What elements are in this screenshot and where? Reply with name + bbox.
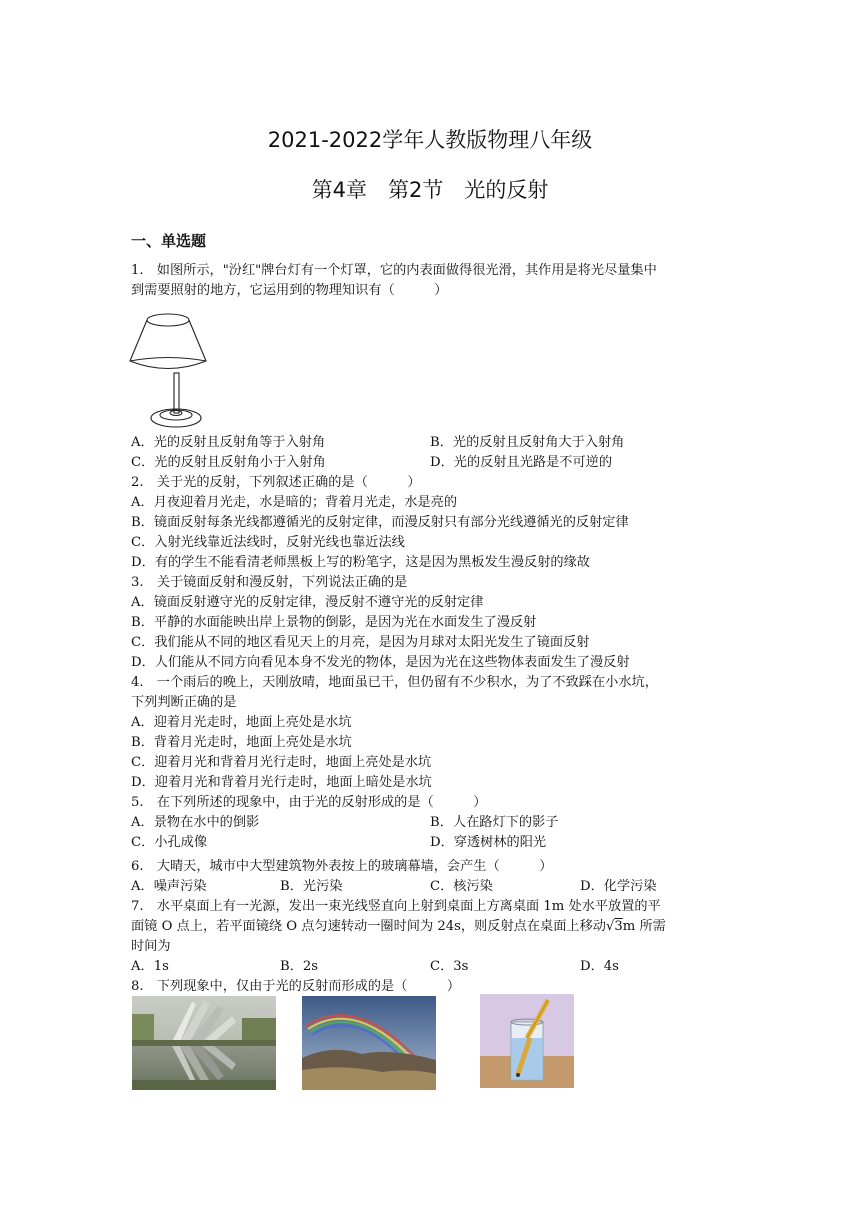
q3-option-d: D．人们能从不同方向看见本身不发光的物体，是因为光在这些物体表面发生了漫反射 bbox=[131, 655, 630, 670]
q2-stem: 2. 关于光的反射，下列叙述正确的是（ ） bbox=[131, 475, 421, 490]
q7-stem-line2-text: 面镜 O 点上，若平面镜绕 O 点匀速转动一圈时间为 24s，则反射点在桌面上移动 bbox=[131, 919, 606, 934]
section-heading: 一、单选题 bbox=[131, 232, 207, 250]
q7-stem-line2 bbox=[131, 918, 666, 936]
q1-option-a: A．光的反射且反射角等于入射角 bbox=[131, 435, 326, 450]
q4-option-a: A．迎着月光走时，地面上亮处是水坑 bbox=[131, 715, 352, 730]
q4-option-d: D．迎着月光和背着月光行走时，地面上暗处是水坑 bbox=[131, 775, 432, 790]
q2-option-b: B．镜面反射每条光线都遵循光的反射定律，而漫反射只有部分光线遵循光的反射定律 bbox=[131, 515, 629, 530]
document-title: 2021-2022学年人教版物理八年级 bbox=[267, 128, 593, 152]
q2-option-a: A．月夜迎着月光走，水是暗的；背着月光走，水是亮的 bbox=[131, 495, 458, 510]
q7-option-d: D．4s bbox=[580, 959, 619, 974]
water-reflection-photo bbox=[132, 996, 276, 1090]
q1-option-d: D．光的反射且光路是不可逆的 bbox=[430, 455, 613, 470]
pencil-in-glass-photo bbox=[480, 994, 574, 1088]
q2-option-d: D．有的学生不能看清老师黑板上写的粉笔字，这是因为黑板发生漫反射的缘故 bbox=[131, 555, 590, 570]
q4-stem-line2: 下列判断正确的是 bbox=[131, 695, 237, 710]
q1-stem-line2: 到需要照射的地方，它运用到的物理知识有（ ） bbox=[131, 283, 448, 298]
q6-option-a: A．噪声污染 bbox=[131, 879, 207, 894]
q4-option-c: C．迎着月光和背着月光行走时，地面上亮处是水坑 bbox=[131, 755, 432, 770]
q7-stem-line3: 时间为 bbox=[131, 939, 171, 954]
desk-lamp-figure bbox=[128, 308, 210, 432]
q7-option-a: A．1s bbox=[131, 959, 169, 974]
q6-option-c: C．核污染 bbox=[430, 879, 493, 894]
q7-stem-line2-tail: m 所需 bbox=[622, 919, 666, 934]
q1-option-c: C．光的反射且反射角小于入射角 bbox=[131, 455, 326, 470]
q5-stem: 5. 在下列所述的现象中，由于光的反射形成的是（ ） bbox=[131, 795, 487, 810]
q3-stem: 3. 关于镜面反射和漫反射，下列说法正确的是 bbox=[131, 575, 408, 590]
q1-option-b: B．光的反射且反射角大于入射角 bbox=[430, 435, 625, 450]
q3-option-a: A．镜面反射遵守光的反射定律，漫反射不遵守光的反射定律 bbox=[131, 595, 484, 610]
q5-option-d: D．穿透树林的阳光 bbox=[430, 835, 547, 850]
q4-stem-line1: 4. 一个雨后的晚上，天刚放晴，地面虽已干，但仍留有不少积水，为了不致踩在小水坑， bbox=[131, 675, 658, 690]
q6-option-d: D．化学污染 bbox=[580, 879, 657, 894]
q7-stem-line1: 7. 水平桌面上有一光源，发出一束光线竖直向上射到桌面上方离桌面 1m 处水平放置的平 bbox=[131, 899, 661, 914]
rainbow-photo bbox=[302, 996, 436, 1090]
q7-option-c: C．3s bbox=[430, 959, 469, 974]
q3-option-b: B．平静的水面能映出岸上景物的倒影，是因为光在水面发生了漫反射 bbox=[131, 615, 537, 630]
q8-stem: 8. 下列现象中，仅由于光的反射而形成的是（ ） bbox=[131, 979, 461, 994]
q1-stem-line1: 1. 如图所示，"汾红"牌台灯有一个灯罩，它的内表面做得很光滑，其作用是将光尽量集中 bbox=[131, 263, 657, 278]
q7-option-b: B．2s bbox=[280, 959, 319, 974]
q6-stem: 6. 大晴天，城市中大型建筑物外表按上的玻璃幕墙，会产生（ ） bbox=[131, 859, 553, 874]
sqrt-radicand: 3 bbox=[614, 919, 623, 934]
q5-option-b: B．人在路灯下的影子 bbox=[430, 815, 559, 830]
q5-option-c: C．小孔成像 bbox=[131, 835, 208, 850]
q4-option-b: B．背着月光走时，地面上亮处是水坑 bbox=[131, 735, 352, 750]
chapter-heading: 第4章 第2节 光的反射 bbox=[311, 178, 549, 202]
q3-option-c: C．我们能从不同的地区看见天上的月亮，是因为月球对太阳光发生了镜面反射 bbox=[131, 635, 590, 650]
sqrt-expression bbox=[606, 918, 623, 936]
sqrt-symbol: √ bbox=[605, 919, 615, 934]
q2-option-c: C．入射光线靠近法线时，反射光线也靠近法线 bbox=[131, 535, 405, 550]
q5-option-a: A．景物在水中的倒影 bbox=[131, 815, 260, 830]
q6-option-b: B．光污染 bbox=[280, 879, 343, 894]
